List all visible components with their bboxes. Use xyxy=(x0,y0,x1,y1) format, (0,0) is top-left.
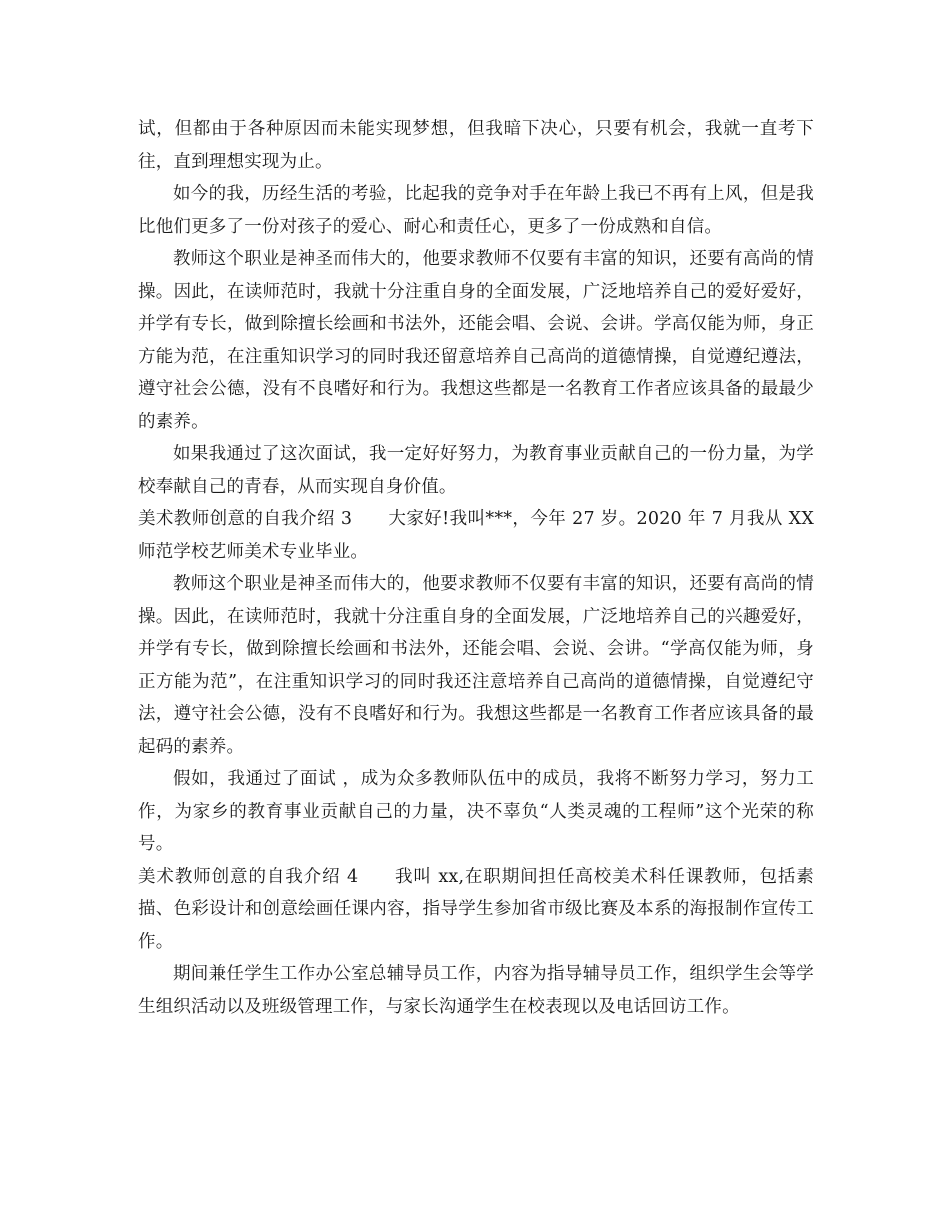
paragraph-2: 如今的我，历经生活的考验，比起我的竞争对手在年龄上我已不再有上风，但是我比他们更多了一份对孩子的爱心、耐心和责任心，更多了一份成熟和自信。 xyxy=(138,184,814,237)
section-4-title: 美术教师创意的自我介绍 4 xyxy=(138,866,359,887)
section-3-block xyxy=(138,503,814,568)
paragraph-3: 教师这个职业是神圣而伟大的，他要求教师不仅要有丰富的知识，还要有高尚的情操。因此，在读师范时，我就十分注重自身的全面发展，广泛地培养自己的爱好爱好，并学有专长，做到除擅长绘画和书法外，还能会唱、会说、会讲。学高仅能为师，身正方能为范，在注重知识学习的同时我还留意培养自己高尚的道德情操，自觉遵纪遵法，遵守社会公德，没有不良嗜好和行为。我想这些都是一名教育工作者应该具备的最最少的素养。 xyxy=(138,249,814,432)
section-3-intro: 大家好!我叫***，今年 27 岁。2020 年 7 月我从 XX 师范学校艺师美术专业毕业。 xyxy=(138,509,814,562)
paragraph-5: 教师这个职业是神圣而伟大的，他要求教师不仅要有丰富的知识，还要有高尚的情操。因此，在读师范时，我就十分注重自身的全面发展，广泛地培养自己的兴趣爱好，并学有专长，做到除擅长绘画和书法外，还能会唱、会说、会讲。“学高仅能为师，身正方能为范”，在注重知识学习的同时我还注意培养自己高尚的道德情操，自觉遵纪守法，遵守社会公德，没有不良嗜好和行为。我想这些都是一名教育工作者应该具备的最起码的素养。 xyxy=(138,574,814,757)
section-3-title: 美术教师创意的自我介绍 3 xyxy=(138,509,353,529)
section-4-intro: 我叫 xx,在职期间担任高校美术科任课教师，包括素描、色彩设计和创意绘画任课内容，指导学生参加省市级比赛及本系的海报制作宣传工作。 xyxy=(138,866,814,952)
section-4-block xyxy=(138,861,814,959)
paragraph-6: 假如，我通过了面试 ，成为众多教师队伍中的成员，我将不断努力学习，努力工作，为家乡的教育事业贡献自己的力量，决不辜负“人类灵魂的工程师”这个光荣的称号。 xyxy=(138,769,814,854)
paragraph-1: 试，但都由于各种原因而未能实现梦想，但我暗下决心，只要有机会，我就一直考下往，直到理想实现为止。 xyxy=(138,119,814,172)
paragraph-4: 如果我通过了这次面试，我一定好好努力，为教育事业贡献自己的一份力量，为学校奉献自己的青春，从而实现自身价值。 xyxy=(138,444,814,497)
document-page xyxy=(138,113,814,1023)
paragraph-7: 期间兼任学生工作办公室总辅导员工作，内容为指导辅导员工作，组织学生会等学生组织活动以及班级管理工作，与家长沟通学生在校表现以及电话回访工作。 xyxy=(138,964,814,1017)
